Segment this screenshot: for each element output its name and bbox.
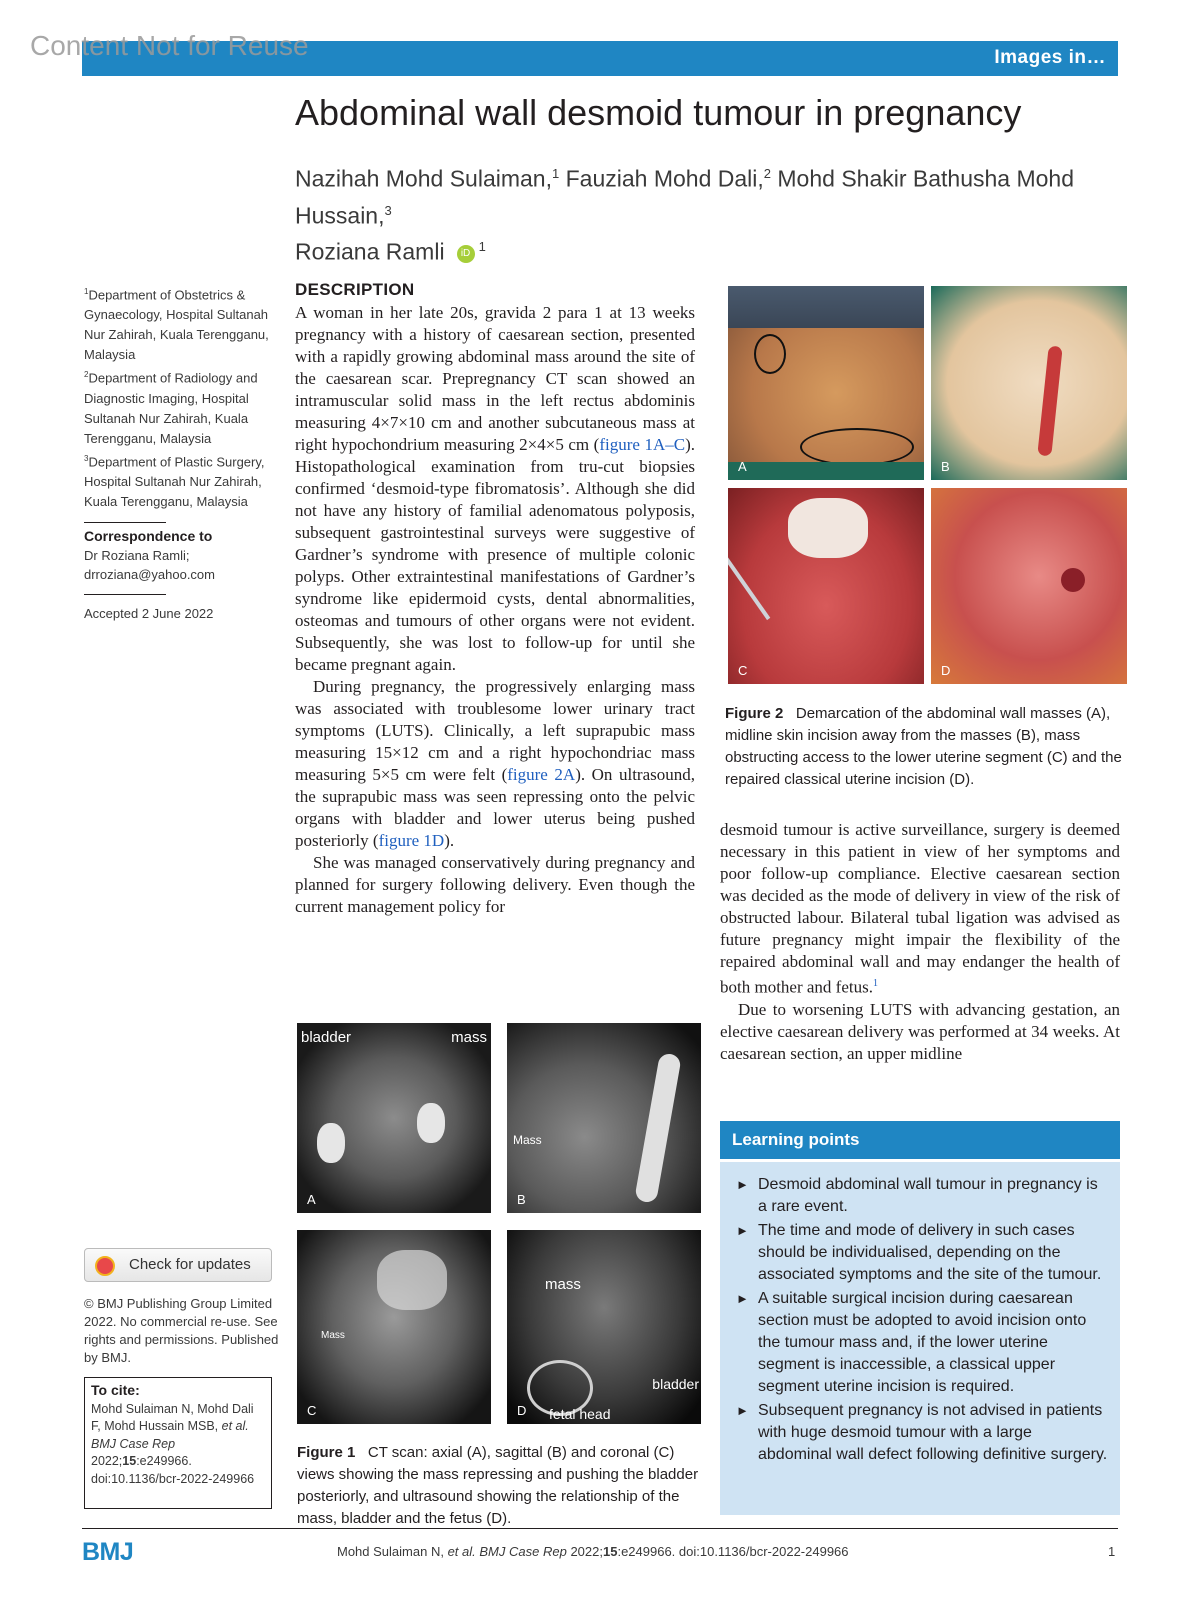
correspondence-name: Dr Roziana Ramli; [84,548,190,563]
author-list: Nazihah Mohd Sulaiman,$^1$ Fauziah Mohd Dali,$^2$ Mohd Shakir Bathusha Mohd Hussain,$^3$ Roziana Ramli iD $^1$ [295,165,1075,265]
figure2-panel-a: A [728,286,924,480]
learning-points-box [720,1162,1120,1515]
figure-link[interactable]: figure 2A [507,765,576,784]
divider [84,594,166,595]
affiliation: $^3$Department of Plastic Surgery, Hospital Sultanah Nur Zahirah, Kuala Terengganu, Malaysia [84,453,265,509]
affiliations [84,282,276,523]
figure2-caption: Figure 2 Demarcation of the abdominal wall masses (A), midline skin incision away from the masses (B), mass obstructing access to the lower uterine segment (C) and the repaired classical uterine incision (D). [725,705,1122,788]
figure1-panel-a: bladder mass A [297,1023,491,1213]
paragraph: She was managed conservatively during pregnancy and planned for surgery following delivery. Even though the current management policy for [295,853,695,916]
author-name: Roziana Ramli [295,238,445,265]
body-column-right [720,819,1120,1065]
correspondence [84,527,276,595]
copyright-notice: © BMJ Publishing Group Limited 2022. No commercial re-use. See rights and permissions. Published by BMJ. [84,1296,279,1365]
figure2-panel-d: D [931,488,1127,684]
figure1-label: Figure 1 [297,1444,356,1461]
figure-link[interactable]: figure 1D [378,831,445,850]
article-title: Abdominal wall desmoid tumour in pregnancy [295,92,1022,133]
author-name: Nazihah Mohd Sulaiman, [295,165,552,192]
bullet-icon: ► [736,1291,749,1306]
author-name: Fauziah Mohd Dali, [565,165,764,192]
affiliation: $^2$Department of Radiology and Diagnostic Imaging, Hospital Sultanah Nur Zahirah, Kuala Terengganu, Malaysia [84,370,258,446]
paragraph: A woman in her late 20s, gravida 2 para 1 at 13 weeks pregnancy with a history of caesarean section, presented with a rapidly growing abdominal mass around the site of the caesarean scar. Prepregnancy CT scan showed an intramuscular solid mass in the left rectus abdominis measuring 4×7×10 cm and another subcutaneous mass at right hypochondrium measuring 2×4×5 cm (figure 1A–C). Histopathological examination from tru-cut biopsies confirmed ‘desmoid-type fibromatosis’. Although she did not have any history of familial adenomatous polyposis, subsequent gastrointestinal surveys were suggestive of Gardner’s syndrome with presence of multiple colonic polyps. Other extraintestinal manifestations of Gardner’s syndrome like epidermoid cysts, dental abnormalities, osteomas and tumours of other organs were not evident. Subsequently, she was lost to follow-up for until she became pregnant again. [295,303,695,674]
learning-points-heading: Learning points [720,1121,1120,1159]
cite-heading: To cite: [91,1382,140,1398]
crossmark-icon [95,1256,115,1276]
bullet-icon: ► [736,1403,749,1418]
correspondence-email[interactable]: drroziana@yahoo.com [84,567,215,582]
figure1-panel-c: Mass C [297,1230,491,1424]
accepted-date: Accepted 2 June 2022 [84,606,214,621]
figure2-label: Figure 2 [725,705,784,722]
body-column-left [295,302,695,918]
page-number: 1 [1108,1544,1116,1559]
correspondence-heading: Correspondence to [84,528,213,544]
reference-link[interactable]: 1 [872,978,878,989]
figure1-panel-d: mass bladder fetal head D [507,1230,701,1424]
check-updates-button[interactable] [84,1248,272,1282]
list-item: ► The time and mode of delivery in such cases should be individualised, depending on the associated symptoms and the site of the tumour. [736,1222,1102,1283]
cite-box: To cite: Mohd Sulaiman N, Mohd Dali F, Mohd Hussain MSB, et al. BMJ Case Rep 2022;15:e249966. doi:10.1136/bcr-2022-249966 [84,1377,272,1509]
paragraph: During pregnancy, the progressively enlarging mass was associated with troublesome lower urinary tract symptoms (LUTS). Clinically, a left suprapubic mass measuring 15×12 cm and a right hypochondriac mass measuring 5×5 cm were felt (figure 2A). On ultrasound, the suprapubic mass was seen repressing onto the pelvic organs with bladder and lower uterus being pushed posteriorly (figure 1D). [295,677,695,850]
bullet-icon: ► [736,1223,749,1238]
footer-citation: Mohd Sulaiman N, et al. BMJ Case Rep 2022;15:e249966. doi:10.1136/bcr-2022-249966 [337,1544,849,1559]
figure-link[interactable]: figure 1A–C [599,435,686,454]
figure1-caption: Figure 1 CT scan: axial (A), sagittal (B) and coronal (C) views showing the mass repressing and pushing the bladder posteriorly, and ultrasound showing the relationship of the mass, bladder and the fetus (D). [297,1444,699,1527]
paragraph: desmoid tumour is active surveillance, surgery is deemed necessary in this patient in view of her symptoms and poor follow-up compliance. Elective caesarean section was decided as the mode of delivery in view of the risk of obstructed labour. Bilateral tubal ligation was advised as future pregnancy might impair the flexibility of the repaired abdominal wall and may endanger the health of both mother and fetus.$^1$ [720,820,1120,997]
check-updates-label: Check for updates [129,1256,251,1273]
bmj-logo: BMJ [82,1538,134,1566]
figure2-panel-c: C [728,488,924,684]
list-item: ► A suitable surgical incision during caesarean section must be adopted to avoid incision onto the tumour mass and, if the lower uterine segment is inaccessible, a classical upper segment uterine incision is required. [736,1290,1087,1395]
figure2-panel-b: B [931,286,1127,480]
divider [84,522,166,523]
figure1-panel-b: Mass B [507,1023,701,1213]
section-label: Images in… [994,47,1106,68]
section-heading: DESCRIPTION [295,280,415,299]
orcid-icon[interactable]: iD [457,245,475,263]
paragraph: Due to worsening LUTS with advancing gestation, an elective caesarean delivery was performed at 34 weeks. At caesarean section, an upper midline [720,999,1120,1063]
bullet-icon: ► [736,1177,749,1192]
watermark-text: Content Not for Reuse [30,30,309,61]
author-name: Mohd Shakir Bathusha Mohd Hussain, [295,165,1075,229]
list-item: ► Desmoid abdominal wall tumour in pregnancy is a rare event. [736,1176,1098,1215]
list-item: ► Subsequent pregnancy is not advised in patients with huge desmoid tumour with a large abdominal wall defect following definitive surgery. [736,1402,1108,1463]
footer-divider [82,1528,1118,1529]
affiliation: $^1$Department of Obstetrics & Gynaecology, Hospital Sultanah Nur Zahirah, Kuala Terengganu, Malaysia [84,287,269,363]
